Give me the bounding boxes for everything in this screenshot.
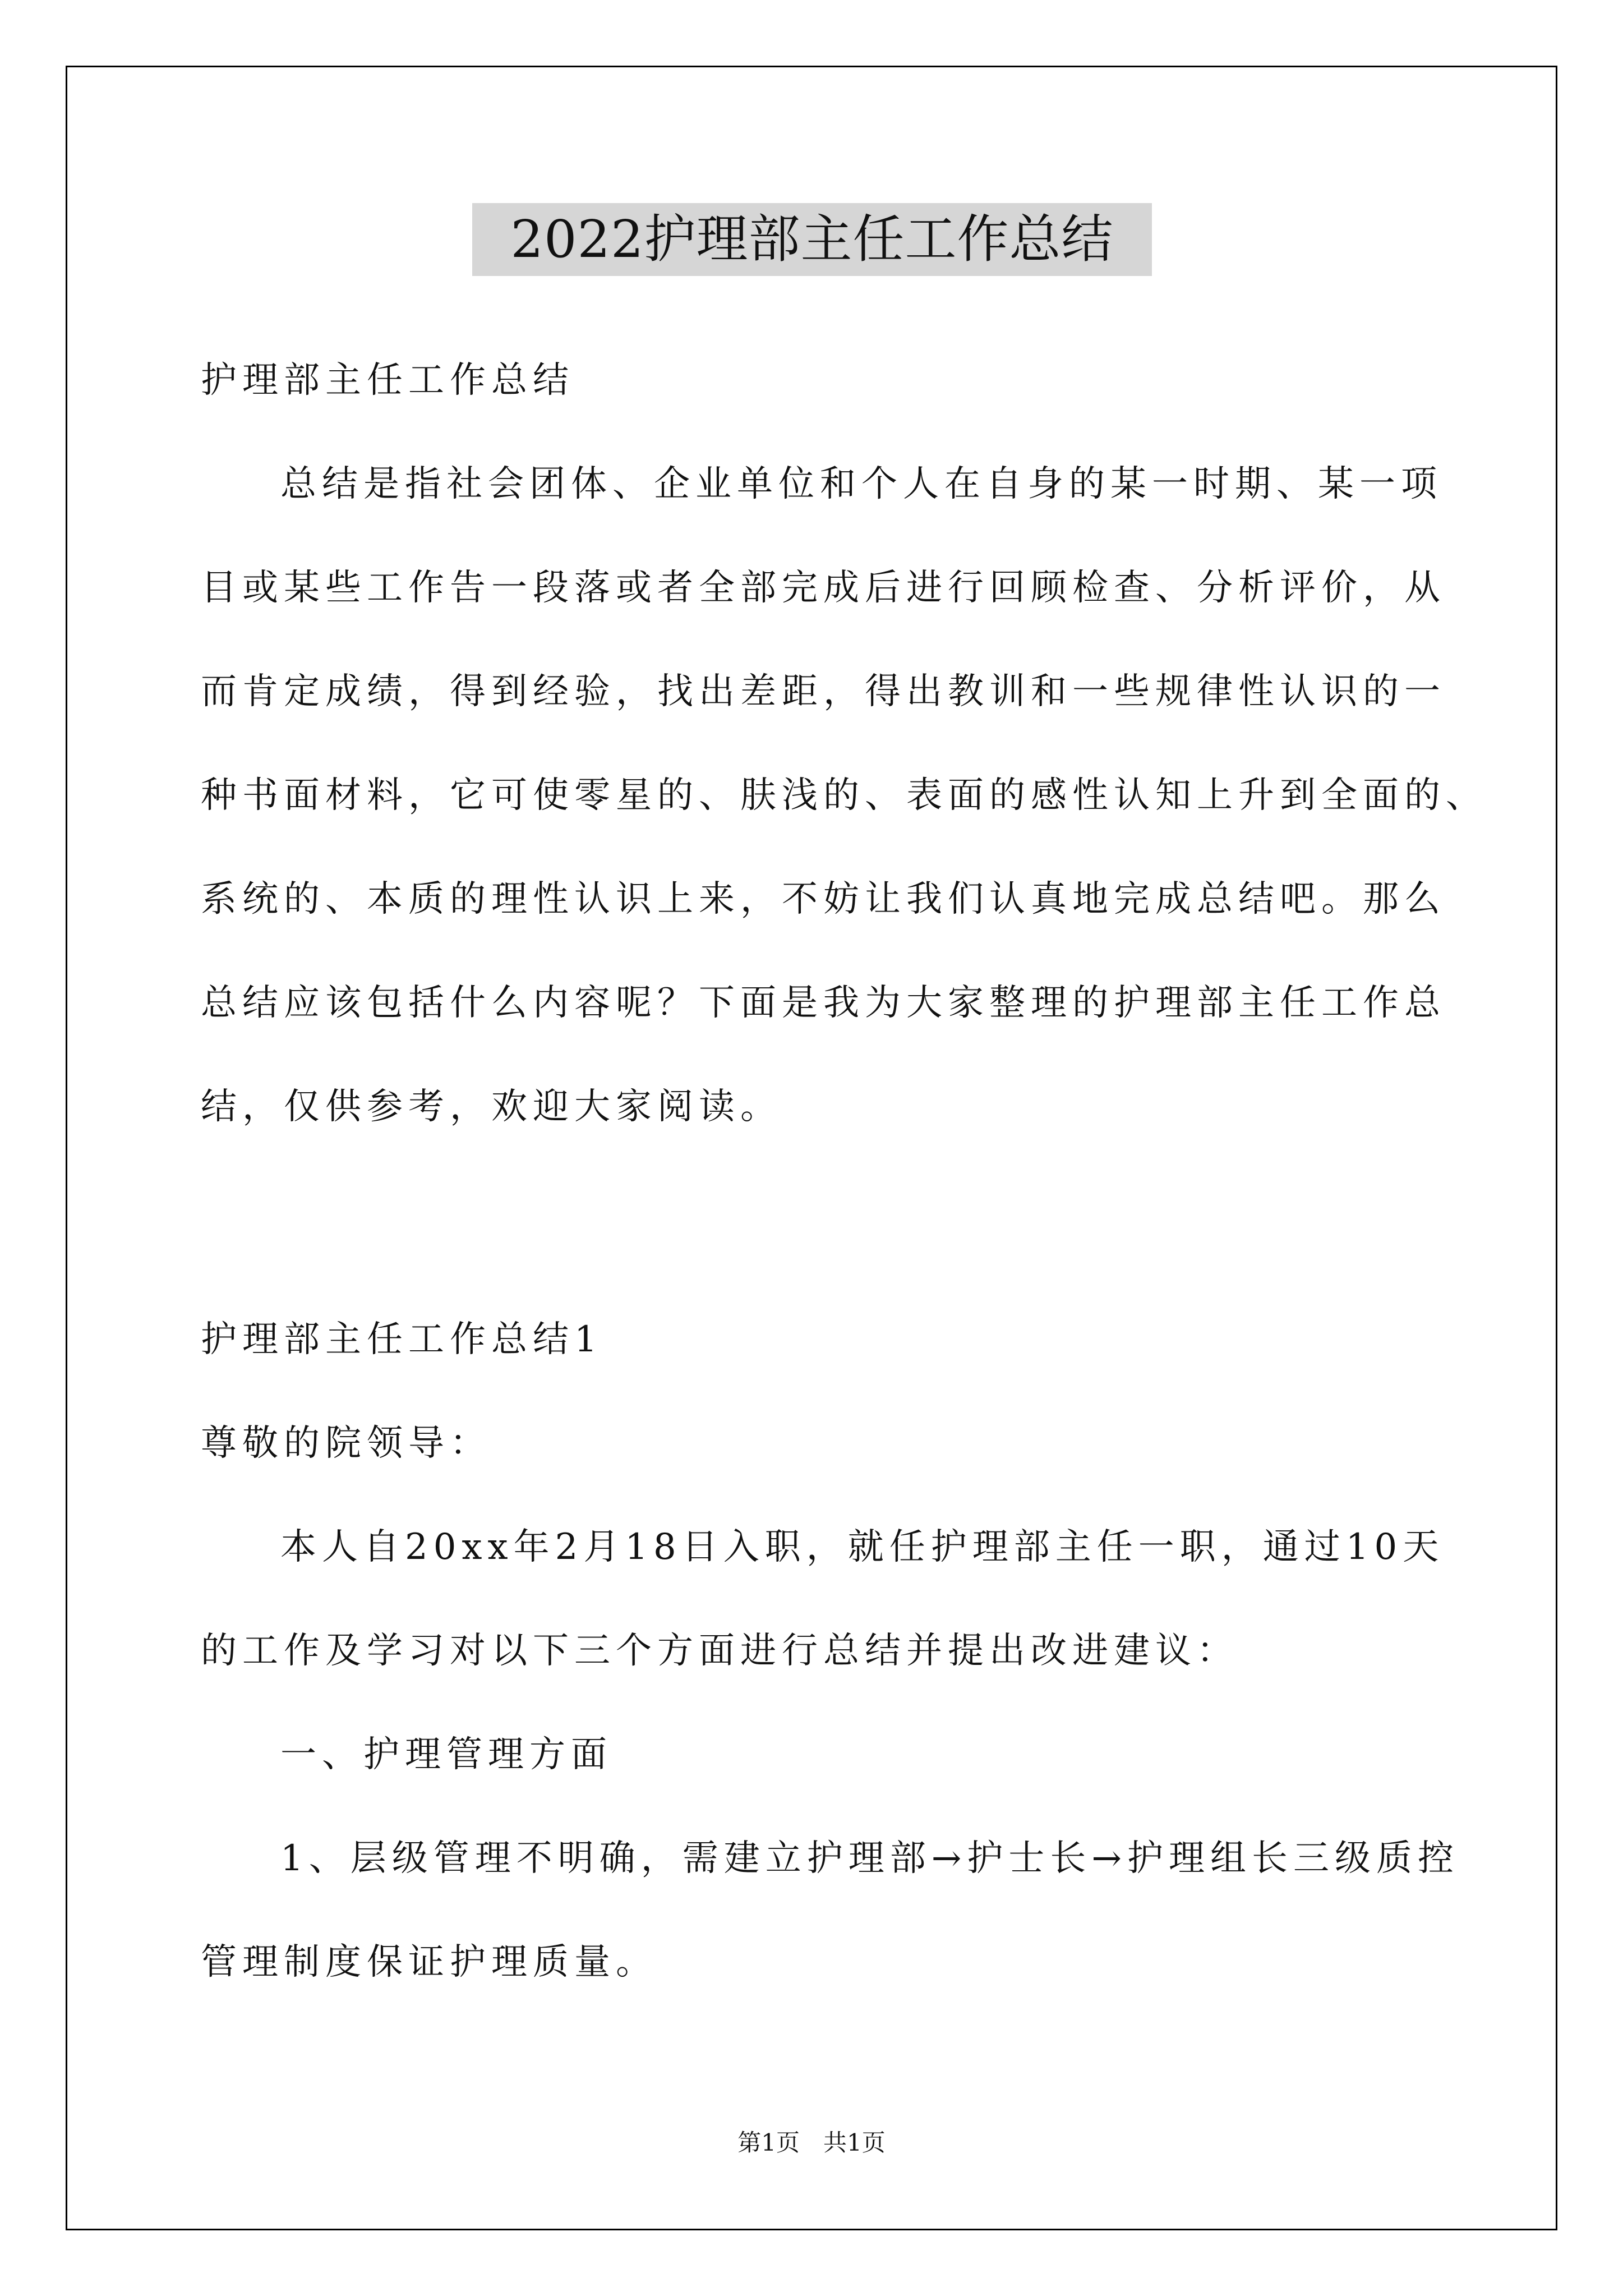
subheading: 一、护理管理方面	[280, 1734, 612, 1775]
body-line-1: 本人自20xx年2月18日入职，就任护理部主任一职，通过10天	[280, 1526, 1445, 1568]
document-title: 2022护理部主任工作总结	[472, 203, 1152, 276]
item-line-1: 1、层级管理不明确，需建立护理部→护士长→护理组长三级质控	[280, 1838, 1459, 1879]
intro-line-1: 总结是指社会团体、企业单位和个人在自身的某一时期、某一项	[280, 463, 1442, 505]
item-line-2: 管理制度保证护理质量。	[201, 1941, 657, 1983]
document-subtitle: 护理部主任工作总结	[201, 360, 574, 401]
intro-line-5: 系统的、本质的理性认识上来，不妨让我们认真地完成总结吧。那么	[201, 878, 1446, 920]
salutation: 尊敬的院领导：	[201, 1423, 491, 1464]
section-heading: 护理部主任工作总结1	[201, 1319, 603, 1360]
intro-line-3: 而肯定成绩，得到经验，找出差距，得出教训和一些规律性认识的一	[201, 671, 1446, 712]
page-footer: 第1页 共1页	[737, 2129, 886, 2156]
intro-line-6: 总结应该包括什么内容呢？下面是我为大家整理的护理部主任工作总	[201, 982, 1446, 1024]
intro-line-2: 目或某些工作告一段落或者全部完成后进行回顾检查、分析评价，从	[201, 567, 1446, 609]
intro-line-4: 种书面材料，它可使零星的、肤浅的、表面的感性认知上升到全面的、	[201, 775, 1487, 816]
intro-line-7: 结，仅供参考，欢迎大家阅读。	[201, 1086, 782, 1128]
body-line-2: 的工作及学习对以下三个方面进行总结并提出改进建议：	[201, 1630, 1238, 1672]
